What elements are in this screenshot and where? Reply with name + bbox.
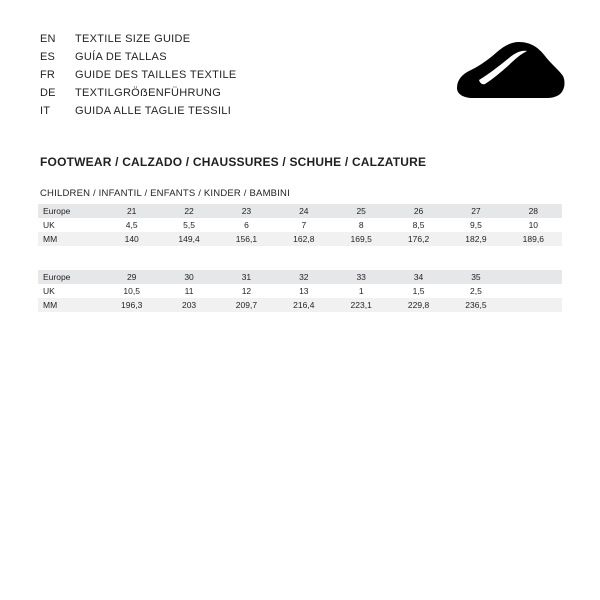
table-cell: 5,5 (160, 218, 217, 232)
language-code: DE (40, 87, 56, 99)
table-cell: 149,4 (160, 232, 217, 246)
table-row (38, 204, 562, 218)
language-label: GUIDA ALLE TAGLIE TESSILI (75, 105, 232, 117)
table-cell: 21 (103, 204, 160, 218)
table-cell (505, 284, 562, 298)
table-cell: 1 (333, 284, 390, 298)
table-cell: 229,8 (390, 298, 447, 312)
language-list (40, 30, 360, 120)
table-cell: 32 (275, 270, 332, 284)
language-label: TEXTILE SIZE GUIDE (75, 33, 191, 45)
table-cell: 28 (505, 204, 562, 218)
table-cell: 6 (218, 218, 275, 232)
size-table-children-2 (38, 270, 562, 312)
table-cell: 29 (103, 270, 160, 284)
language-row-es (40, 48, 360, 66)
table-cell: 223,1 (333, 298, 390, 312)
table-cell: 162,8 (275, 232, 332, 246)
language-code: IT (40, 105, 51, 117)
row-label: Europe (38, 204, 103, 218)
language-row-en (40, 30, 360, 48)
table-cell (505, 270, 562, 284)
table-cell: 7 (275, 218, 332, 232)
table-cell: 24 (275, 204, 332, 218)
language-label: GUÍA DE TALLAS (75, 51, 167, 63)
table-cell: 236,5 (447, 298, 504, 312)
table-row (38, 218, 562, 232)
table-cell: 169,5 (333, 232, 390, 246)
table-cell: 182,9 (447, 232, 504, 246)
table-cell: 189,6 (505, 232, 562, 246)
table-row (38, 270, 562, 284)
language-label: TEXTILGRÖẞENFÜHRUNG (75, 87, 222, 99)
table-cell: 8,5 (390, 218, 447, 232)
table-cell: 8 (333, 218, 390, 232)
table-cell: 10,5 (103, 284, 160, 298)
table-row (38, 284, 562, 298)
table-cell: 25 (333, 204, 390, 218)
row-label: MM (38, 298, 103, 312)
table-cell: 1,5 (390, 284, 447, 298)
language-row-it (40, 102, 360, 120)
table-cell: 156,1 (218, 232, 275, 246)
language-row-fr (40, 66, 360, 84)
page-title: FOOTWEAR / CALZADO / CHAUSSURES / SCHUHE / CALZATURE (40, 155, 427, 169)
table-cell: 31 (218, 270, 275, 284)
language-code: FR (40, 69, 56, 81)
table-cell: 33 (333, 270, 390, 284)
table-cell: 11 (160, 284, 217, 298)
language-row-de (40, 84, 360, 102)
table-cell (505, 298, 562, 312)
table-cell: 9,5 (447, 218, 504, 232)
table-cell: 176,2 (390, 232, 447, 246)
table-cell: 26 (390, 204, 447, 218)
row-label: MM (38, 232, 103, 246)
table-cell: 2,5 (447, 284, 504, 298)
language-code: EN (40, 33, 56, 45)
table-cell: 30 (160, 270, 217, 284)
table-cell: 209,7 (218, 298, 275, 312)
table-cell: 196,3 (103, 298, 160, 312)
table-cell: 203 (160, 298, 217, 312)
table-cell: 23 (218, 204, 275, 218)
row-label: Europe (38, 270, 103, 284)
subsection-title: CHILDREN / INFANTIL / ENFANTS / KINDER / BAMBINI (40, 188, 290, 199)
table-cell: 140 (103, 232, 160, 246)
table-cell: 216,4 (275, 298, 332, 312)
table-cell: 12 (218, 284, 275, 298)
table-cell: 35 (447, 270, 504, 284)
table-cell: 10 (505, 218, 562, 232)
table-cell: 13 (275, 284, 332, 298)
table-row (38, 232, 562, 246)
table-cell: 27 (447, 204, 504, 218)
table-cell: 34 (390, 270, 447, 284)
table-cell: 4,5 (103, 218, 160, 232)
shoe-icon (455, 40, 565, 102)
table-cell: 22 (160, 204, 217, 218)
size-table-children-1 (38, 204, 562, 246)
language-code: ES (40, 51, 56, 63)
language-label: GUIDE DES TAILLES TEXTILE (75, 69, 237, 81)
row-label: UK (38, 218, 103, 232)
row-label: UK (38, 284, 103, 298)
table-row (38, 298, 562, 312)
